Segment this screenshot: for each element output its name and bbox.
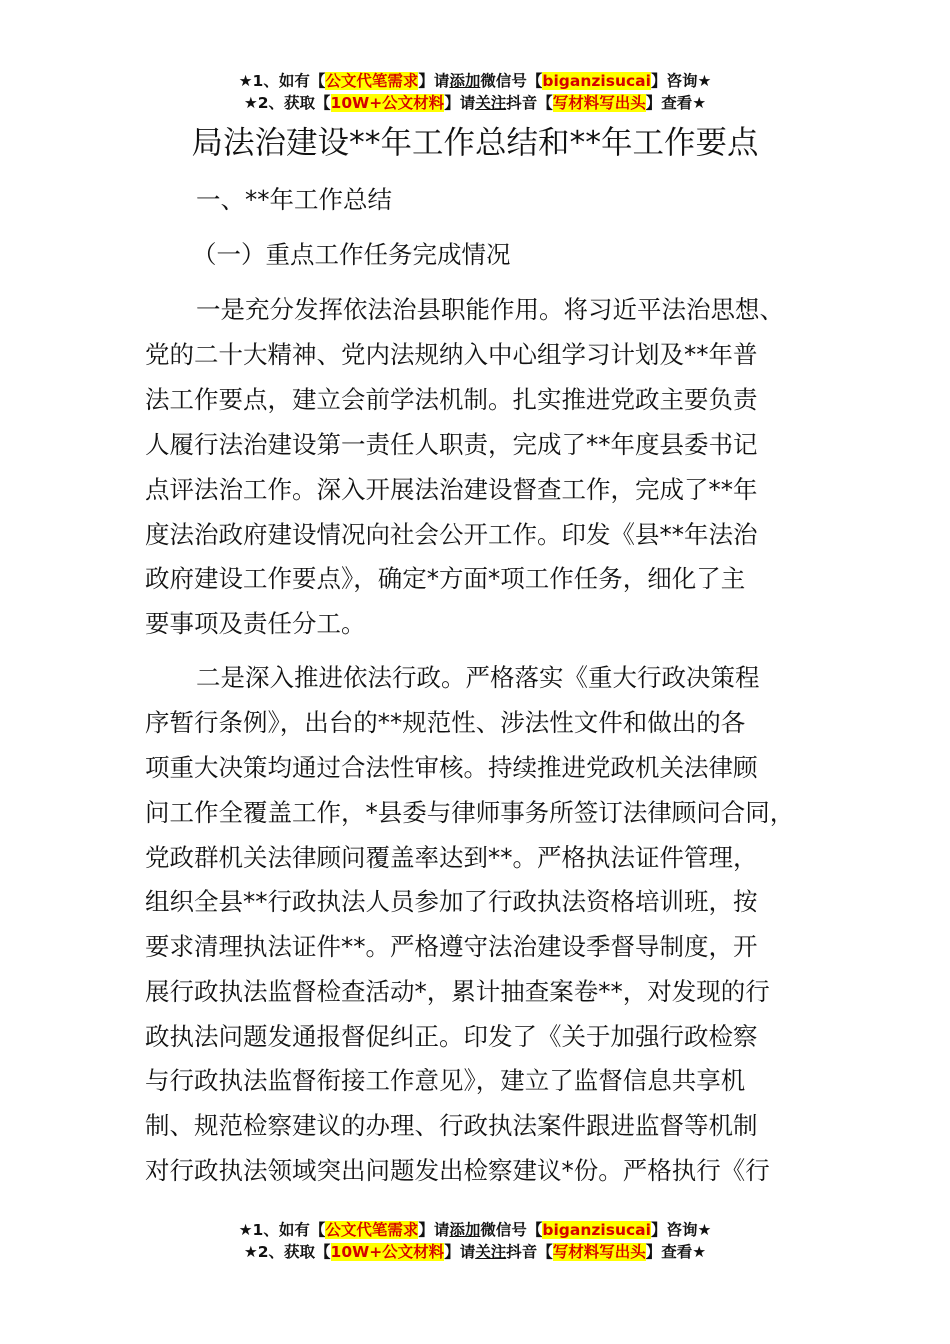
document-title: 局法治建设**年工作总结和**年工作要点 xyxy=(191,125,759,161)
paragraph-line: 要求清理执法证件**。严格遵守法治建设季督导制度，开 xyxy=(145,932,758,961)
promo-highlight: biganzisucai xyxy=(542,72,651,90)
promo-line-2 xyxy=(0,1241,950,1263)
promo-banner-bottom xyxy=(0,1219,950,1263)
promo-highlight: 10W+公文材料 xyxy=(330,94,445,112)
paragraph-line: 二是深入推进依法行政。严格落实《重大行政决策程 xyxy=(196,663,760,692)
promo-underline: 关注 xyxy=(475,1243,507,1261)
promo-highlight: biganzisucai xyxy=(542,1221,651,1239)
paragraph-line: 要事项及责任分工。 xyxy=(145,609,366,638)
promo-text: 】查看★ xyxy=(645,94,707,112)
promo-banner-top xyxy=(0,70,950,114)
promo-text: ★2、获取【 xyxy=(243,1243,331,1261)
promo-text: ★1、如有【 xyxy=(238,1221,326,1239)
promo-underline: 关注 xyxy=(475,94,507,112)
promo-text: 】请 xyxy=(444,94,476,112)
promo-highlight: 公文代笔需求 xyxy=(325,1221,419,1239)
promo-text: 】请 xyxy=(418,1221,450,1239)
promo-text: 抖音【 xyxy=(506,94,553,112)
promo-line-1 xyxy=(0,70,950,92)
promo-underline: 添加 xyxy=(449,1221,481,1239)
paragraph-line: 法工作要点，建立会前学法机制。扎实推进党政主要负责 xyxy=(145,385,758,414)
paragraph-line: 项重大决策均通过合法性审核。持续推进党政机关法律顾 xyxy=(145,753,758,782)
section-heading: 一、**年工作总结 xyxy=(196,185,392,214)
paragraph-line: 制、规范检察建议的办理、行政执法案件跟进监督等机制 xyxy=(145,1111,758,1140)
promo-text: 】咨询★ xyxy=(650,1221,712,1239)
promo-text: 微信号【 xyxy=(480,1221,543,1239)
paragraph-line: 政府建设工作要点》，确定*方面*项工作任务，细化了主 xyxy=(145,564,746,593)
paragraph-line: 问工作全覆盖工作，*县委与律师事务所签订法律顾问合同， xyxy=(145,798,795,827)
subsection-heading: （一）重点工作任务完成情况 xyxy=(192,240,511,269)
paragraph-line: 党政群机关法律顾问覆盖率达到**。严格执法证件管理， xyxy=(145,843,758,872)
promo-text: 抖音【 xyxy=(506,1243,553,1261)
promo-text: 】请 xyxy=(418,72,450,90)
promo-text: ★1、如有【 xyxy=(238,72,326,90)
promo-line-1 xyxy=(0,1219,950,1241)
paragraph-line: 组织全县**行政执法人员参加了行政执法资格培训班，按 xyxy=(145,887,758,916)
paragraph-line: 序暂行条例》，出台的**规范性、涉法性文件和做出的各 xyxy=(145,708,746,737)
promo-text: 】查看★ xyxy=(645,1243,707,1261)
promo-text: 】请 xyxy=(444,1243,476,1261)
promo-highlight: 公文代笔需求 xyxy=(325,72,419,90)
paragraph-line: 点评法治工作。深入开展法治建设督查工作，完成了**年 xyxy=(145,475,758,504)
promo-text: 微信号【 xyxy=(480,72,543,90)
promo-underline: 添加 xyxy=(449,72,481,90)
paragraph-line: 对行政执法领域突出问题发出检察建议*份。严格执行《行 xyxy=(145,1156,770,1185)
paragraph-line: 人履行法治建设第一责任人职责，完成了**年度县委书记 xyxy=(145,430,758,459)
paragraph-line: 与行政执法监督衔接工作意见》，建立了监督信息共享机 xyxy=(145,1066,746,1095)
promo-text: 】咨询★ xyxy=(650,72,712,90)
promo-line-2 xyxy=(0,92,950,114)
paragraph-line: 一是充分发挥依法治县职能作用。将习近平法治思想、 xyxy=(196,295,784,324)
paragraph-line: 党的二十大精神、党内法规纳入中心组学习计划及**年普 xyxy=(145,340,758,369)
paragraph-line: 度法治政府建设情况向社会公开工作。印发《县**年法治 xyxy=(145,520,758,549)
promo-highlight: 10W+公文材料 xyxy=(330,1243,445,1261)
paragraph-line: 政执法问题发通报督促纠正。印发了《关于加强行政检察 xyxy=(145,1022,758,1051)
promo-highlight: 写材料写出头 xyxy=(552,1243,646,1261)
paragraph-line: 展行政执法监督检查活动*，累计抽查案卷**，对发现的行 xyxy=(145,977,770,1006)
promo-text: ★2、获取【 xyxy=(243,94,331,112)
promo-highlight: 写材料写出头 xyxy=(552,94,646,112)
